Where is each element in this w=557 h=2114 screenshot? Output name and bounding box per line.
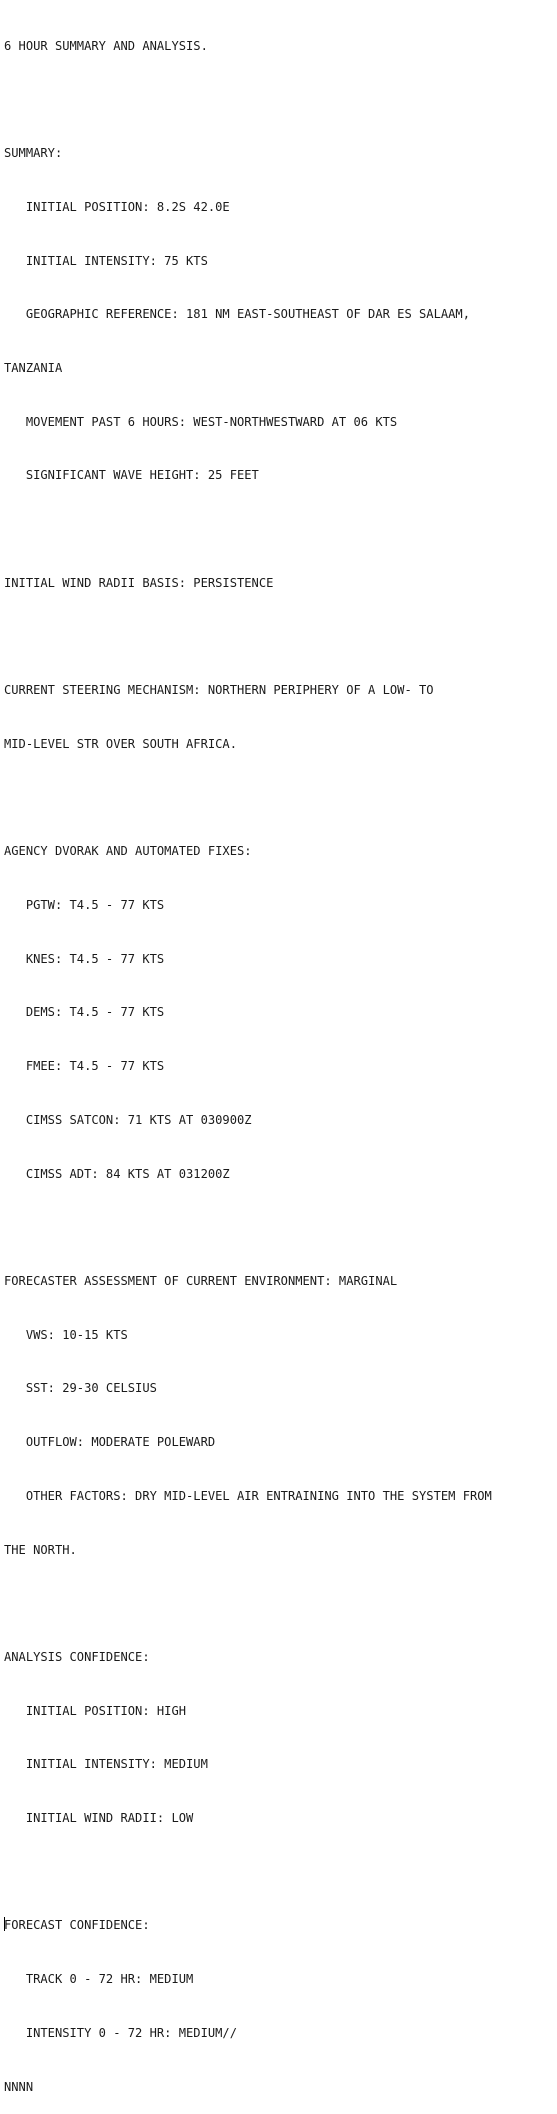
other-factors-continuation: THE NORTH. (4, 1542, 77, 1557)
forecast-confidence-heading: FORECAST CONFIDENCE: (4, 1918, 150, 1933)
position-confidence-line: INITIAL POSITION: HIGH (4, 1703, 187, 1718)
dvorak-heading: AGENCY DVORAK AND AUTOMATED FIXES: (4, 844, 252, 859)
geographic-reference-continuation: TANZANIA (4, 361, 63, 376)
other-factors-line: OTHER FACTORS: DRY MID-LEVEL AIR ENTRAINING INTO THE SYSTEM FROM (4, 1488, 492, 1503)
knes-fix-line: KNES: T4.5 - 77 KTS (4, 951, 165, 966)
track-confidence-line: TRACK 0 - 72 HR: MEDIUM (4, 1972, 194, 1987)
fmee-fix-line: FMEE: T4.5 - 77 KTS (4, 1059, 165, 1074)
blank-line (4, 92, 557, 110)
environment-heading: FORECASTER ASSESSMENT OF CURRENT ENVIRONMENT: MARGINAL (4, 1273, 398, 1288)
report-header: 6 HOUR SUMMARY AND ANALYSIS. (4, 38, 208, 53)
summary-heading: SUMMARY: (4, 146, 63, 161)
steering-line-1: CURRENT STEERING MECHANISM: NORTHERN PERIPHERY OF A LOW- TO (4, 683, 434, 698)
steering-line-2: MID-LEVEL STR OVER SOUTH AFRICA. (4, 736, 237, 751)
geographic-reference-line: GEOGRAPHIC REFERENCE: 181 NM EAST-SOUTHEAST OF DAR ES SALAAM, (4, 307, 470, 322)
intensity-forecast-line: INTENSITY 0 - 72 HR: MEDIUM// (4, 2025, 237, 2040)
initial-position-line: INITIAL POSITION: 8.2S 42.0E (4, 199, 230, 214)
outflow-line: OUTFLOW: MODERATE POLEWARD (4, 1435, 216, 1450)
cimss-satcon-line: CIMSS SATCON: 71 KTS AT 030900Z (4, 1112, 252, 1127)
vws-line: VWS: 10-15 KTS (4, 1327, 128, 1342)
blank-line (4, 1864, 557, 1882)
text-document[interactable] (4, 2, 557, 2114)
movement-line: MOVEMENT PAST 6 HOURS: WEST-NORTHWESTWARD AT 06 KTS (4, 414, 398, 429)
end-marker: NNNN (4, 2079, 34, 2094)
analysis-confidence-heading: ANALYSIS CONFIDENCE: (4, 1649, 150, 1664)
sst-line: SST: 29-30 CELSIUS (4, 1381, 157, 1396)
intensity-confidence-line: INITIAL INTENSITY: MEDIUM (4, 1757, 208, 1772)
initial-intensity-line: INITIAL INTENSITY: 75 KTS (4, 253, 208, 268)
wind-radii-basis-line: INITIAL WIND RADII BASIS: PERSISTENCE (4, 575, 274, 590)
dems-fix-line: DEMS: T4.5 - 77 KTS (4, 1005, 165, 1020)
blank-line (4, 790, 557, 808)
forecast-confidence-heading-row (4, 1917, 557, 1935)
blank-line (4, 629, 557, 647)
wind-radii-confidence-line: INITIAL WIND RADII: LOW (4, 1811, 194, 1826)
blank-line (4, 521, 557, 539)
pgtw-fix-line: PGTW: T4.5 - 77 KTS (4, 898, 165, 913)
wave-height-line: SIGNIFICANT WAVE HEIGHT: 25 FEET (4, 468, 259, 483)
blank-line (4, 1595, 557, 1613)
blank-line (4, 1219, 557, 1237)
cimss-adt-line: CIMSS ADT: 84 KTS AT 031200Z (4, 1166, 230, 1181)
